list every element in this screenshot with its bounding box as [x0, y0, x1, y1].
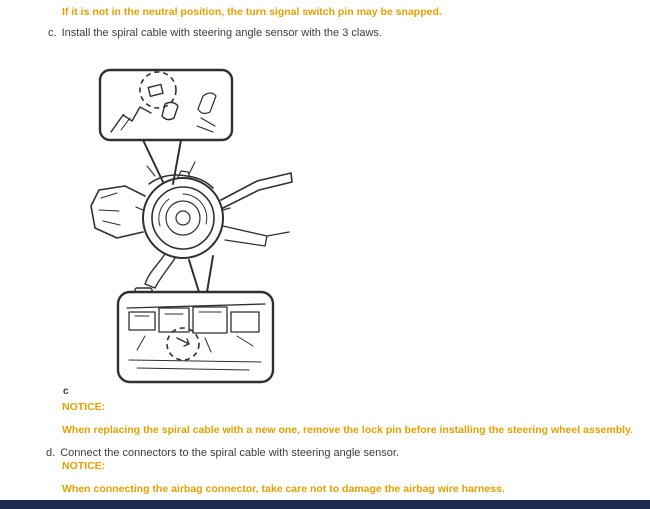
step-c — [48, 27, 382, 40]
step-c-marker: c. — [48, 27, 57, 39]
step-d — [46, 447, 399, 460]
spiral-cable-illustration — [85, 60, 315, 390]
spiral-cable-drawing-svg — [85, 60, 315, 390]
step-d-marker: d. — [46, 447, 56, 459]
notice2-text: When connecting the airbag connector, take care not to damage the airbag wire harness. — [62, 483, 505, 495]
bottom-navy-bar — [0, 500, 650, 509]
step-d-text: Connect the connectors to the spiral cable with steering angle sensor. — [60, 447, 399, 459]
step-c-text: Install the spiral cable with steering angle sensor with the 3 claws. — [61, 27, 382, 39]
notice1-label: NOTICE: — [62, 401, 106, 413]
notice2-label: NOTICE: — [62, 460, 106, 472]
bottom-callout-box — [118, 292, 273, 382]
warning-text: If it is not in the neutral position, the turn signal switch pin may be snapped. — [62, 6, 442, 18]
top-callout-box — [100, 70, 232, 140]
figure-label: c — [63, 386, 69, 397]
notice1-text: When replacing the spiral cable with a new one, remove the lock pin before installing the steering wheel assembly. — [62, 424, 634, 436]
